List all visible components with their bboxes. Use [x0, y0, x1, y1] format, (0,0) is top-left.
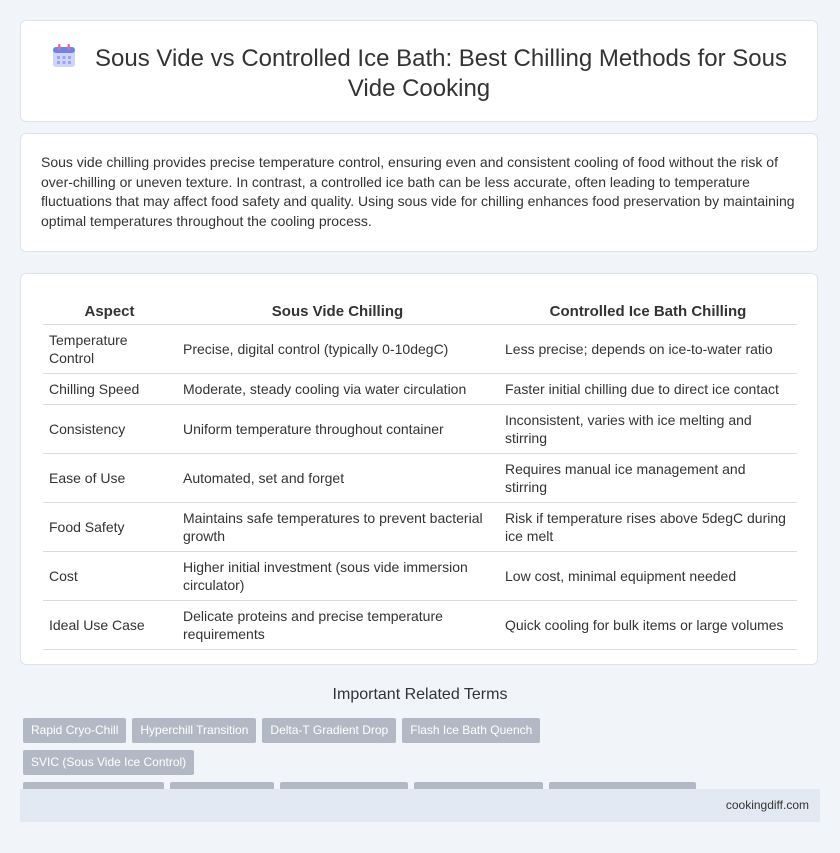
table-cell: Automated, set and forget — [176, 454, 498, 503]
table-cell: Quick cooling for bulk items or large volumes — [498, 601, 797, 650]
table-cell: Food Safety — [43, 503, 176, 552]
related-term-tag[interactable]: Delta-T Gradient Drop — [262, 718, 396, 743]
table-cell: Requires manual ice management and stirring — [498, 454, 797, 503]
table-cell: Temperature Control — [43, 325, 176, 374]
page-title-text: Sous Vide vs Controlled Ice Bath: Best Chilling Methods for Sous Vide Cooking — [95, 45, 787, 102]
intro-card — [20, 133, 818, 252]
column-header: Controlled Ice Bath Chilling — [498, 294, 797, 325]
page-title — [51, 43, 787, 104]
table-row — [43, 601, 797, 650]
table-cell: Delicate proteins and precise temperature requirements — [176, 601, 498, 650]
table-cell: Risk if temperature rises above 5degC during ice melt — [498, 503, 797, 552]
table-row — [43, 374, 797, 405]
intro-paragraph: Sous vide chilling provides precise temperature control, ensuring even and consistent cooling of food without the risk of over-chilling or uneven texture. In contrast, a controlled ice bath can be less accurate, often leading to temperature fluctuations that may affect food safety and quality. Using sous vide for chilling enhances food preservation by maintaining optimal temperatures throughout the cooling process. — [41, 154, 795, 229]
related-term-tag[interactable]: Flash Ice Bath Quench — [402, 718, 540, 743]
calendar-icon — [51, 43, 77, 69]
table-cell: Ideal Use Case — [43, 601, 176, 650]
table-cell: Maintains safe temperatures to prevent bacterial growth — [176, 503, 498, 552]
column-header: Sous Vide Chilling — [176, 294, 498, 325]
table-cell: Cost — [43, 552, 176, 601]
table-cell: Less precise; depends on ice-to-water ratio — [498, 325, 797, 374]
comparison-table — [43, 294, 797, 650]
footer — [20, 789, 820, 822]
table-row — [43, 405, 797, 454]
table-cell: Low cost, minimal equipment needed — [498, 552, 797, 601]
related-term-tag[interactable]: Hyperchill Transition — [132, 718, 256, 743]
column-header: Aspect — [43, 294, 176, 325]
related-term-tag[interactable]: Rapid Cryo-Chill — [23, 718, 126, 743]
table-row — [43, 503, 797, 552]
footer-site-link[interactable]: cookingdiff.com — [725, 798, 809, 812]
related-terms-title: Important Related Terms — [332, 686, 508, 703]
table-cell: Higher initial investment (sous vide immersion circulator) — [176, 552, 498, 601]
table-cell: Inconsistent, varies with ice melting and stirring — [498, 405, 797, 454]
table-cell: Chilling Speed — [43, 374, 176, 405]
table-cell: Moderate, steady cooling via water circulation — [176, 374, 498, 405]
table-header-row — [43, 294, 797, 325]
comparison-card — [20, 273, 818, 665]
title-card — [20, 20, 818, 122]
table-row — [43, 552, 797, 601]
table-cell: Consistency — [43, 405, 176, 454]
table-cell: Precise, digital control (typically 0-10degC) — [176, 325, 498, 374]
table-cell: Faster initial chilling due to direct ice contact — [498, 374, 797, 405]
table-row — [43, 325, 797, 374]
table-row — [43, 454, 797, 503]
table-cell: Uniform temperature throughout container — [176, 405, 498, 454]
related-term-tag[interactable]: SVIC (Sous Vide Ice Control) — [23, 750, 194, 775]
table-cell: Ease of Use — [43, 454, 176, 503]
